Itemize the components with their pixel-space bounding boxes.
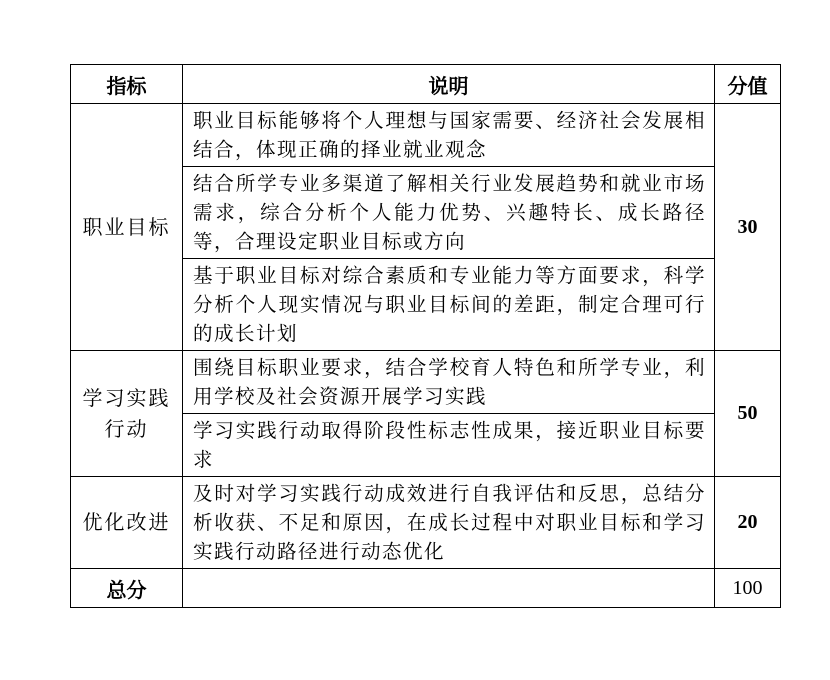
table-row [71,477,781,569]
indicator-study-practice [71,351,183,477]
scoring-table [70,64,781,608]
description-cell: 结合所学专业多渠道了解相关行业发展趋势和就业市场需求，综合分析个人能力优势、兴趣特长、成长路径等，合理设定职业目标或方向 [183,167,715,259]
indicator-career-goal: 职业目标 [71,104,183,351]
description-cell: 及时对学习实践行动成效进行自我评估和反思，总结分析收获、不足和原因，在成长过程中对职业目标和学习实践行动路径进行动态优化 [183,477,715,569]
total-label: 总分 [71,569,183,608]
header-description: 说明 [183,65,715,104]
description-cell: 学习实践行动取得阶段性标志性成果，接近职业目标要求 [183,414,715,477]
description-cell: 基于职业目标对综合素质和专业能力等方面要求，科学分析个人现实情况与职业目标间的差距，制定合理可行的成长计划 [183,259,715,351]
total-value: 100 [715,569,781,608]
table-row [71,104,781,167]
header-score: 分值 [715,65,781,104]
score-career-goal: 30 [715,104,781,351]
description-cell: 围绕目标职业要求，结合学校育人特色和所学专业，利用学校及社会资源开展学习实践 [183,351,715,414]
indicator-optimization: 优化改进 [71,477,183,569]
indicator-line: 行动 [104,416,149,441]
description-cell: 职业目标能够将个人理想与国家需要、经济社会发展相结合，体现正确的择业就业观念 [183,104,715,167]
score-study-practice: 50 [715,351,781,477]
header-indicator: 指标 [71,65,183,104]
total-row [71,569,781,608]
score-optimization: 20 [715,477,781,569]
indicator-line: 学习实践 [82,385,171,410]
header-row [71,65,781,104]
total-empty-cell [183,569,715,608]
table-row [71,351,781,414]
